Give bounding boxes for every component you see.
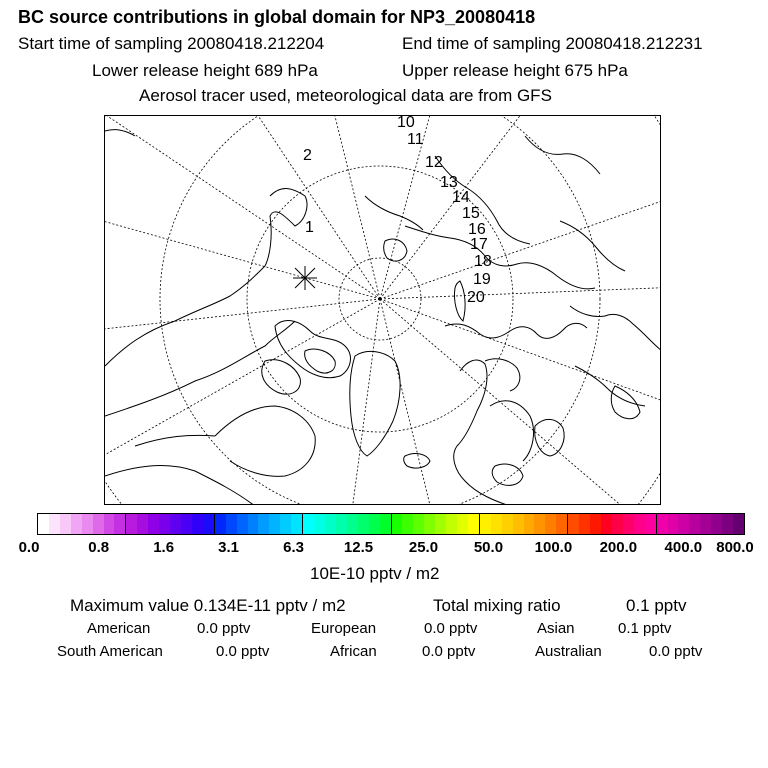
colorbar-swatch <box>446 514 457 534</box>
colorbar-swatch <box>314 514 325 534</box>
colorbar-swatch <box>534 514 545 534</box>
colorbar-swatch <box>280 514 291 534</box>
trajectory-label: 13 <box>440 174 458 191</box>
coast-archipelago-3 <box>262 360 301 394</box>
coast-novaya-zemlya <box>454 281 465 321</box>
trajectory-label: 18 <box>474 253 492 270</box>
coast-caspian <box>535 419 564 456</box>
coast-greenland <box>350 351 400 456</box>
coast-archipelago-2 <box>305 349 336 373</box>
region-value-european: 0.0 pptv <box>424 620 478 637</box>
trajectory-labels <box>303 116 492 306</box>
colorbar-swatch <box>237 514 248 534</box>
colorbar-swatch <box>325 514 336 534</box>
trajectory-label: 12 <box>425 154 443 171</box>
meridian <box>105 299 380 466</box>
plot-title: BC source contributions in global domain for NP3_20080418 <box>18 7 536 27</box>
trajectory-label: 10 <box>397 116 415 131</box>
colorbar-swatch <box>612 514 623 534</box>
coast-taymyr <box>365 196 423 230</box>
colorbar-swatch <box>347 514 358 534</box>
trajectory-label: 15 <box>462 205 480 222</box>
colorbar-swatch <box>722 514 733 534</box>
coast-severnaya <box>384 239 407 261</box>
lower-height-label: Lower release height 689 hPa <box>92 61 318 80</box>
trajectory-label: 1 <box>305 219 314 236</box>
latitude-circle-50 <box>105 116 661 505</box>
colorbar-swatch <box>435 514 446 534</box>
colorbar-swatch <box>733 514 744 534</box>
colorbar-swatch <box>700 514 711 534</box>
trajectory-label: 2 <box>303 147 312 164</box>
latitude-circle-60 <box>160 116 600 505</box>
colorbar-swatch <box>181 514 192 534</box>
region-value-african: 0.0 pptv <box>422 643 476 660</box>
colorbar-swatch <box>524 514 535 534</box>
colorbar-swatch <box>457 514 468 534</box>
colorbar-tick-label: 12.5 <box>343 539 374 556</box>
coast-hudson <box>215 406 315 476</box>
trajectory-label: 19 <box>473 271 491 288</box>
maximum-value: Maximum value 0.134E-11 pptv / m2 <box>70 596 346 615</box>
colorbar-units: 10E-10 pptv / m2 <box>310 564 440 583</box>
coast-kola <box>485 359 520 391</box>
colorbar-swatch <box>645 514 657 534</box>
region-value-asian: 0.1 pptv <box>618 620 672 637</box>
colorbar-swatch <box>303 514 314 534</box>
colorbar-swatch <box>711 514 722 534</box>
region-name-american: American <box>87 620 151 637</box>
region-name-south-american: South American <box>57 643 163 660</box>
colorbar-tick-label: 6.3 <box>283 539 304 556</box>
coast-scandinavia <box>454 360 510 505</box>
colorbar-swatch <box>513 514 524 534</box>
region-name-asian: Asian <box>537 620 575 637</box>
polar-map-canvas <box>105 116 661 505</box>
trajectory-label: 11 <box>407 131 424 148</box>
region-value-american: 0.0 pptv <box>197 620 251 637</box>
meridian <box>350 299 380 505</box>
total-mixing-label: Total mixing ratio <box>433 596 561 615</box>
coast-east-asia <box>570 306 661 351</box>
tracer-note: Aerosol tracer used, meteorological data are from GFS <box>139 86 552 105</box>
colorbar-tick-label: 1.6 <box>153 539 175 556</box>
coast-baltic <box>490 401 534 461</box>
trajectory-label: 14 <box>452 189 470 206</box>
colorbar-swatch <box>137 514 148 534</box>
colorbar-swatch <box>468 514 480 534</box>
total-mixing-value: 0.1 pptv <box>626 596 687 615</box>
coast-canada-south <box>135 435 215 446</box>
colorbar-swatch <box>104 514 115 534</box>
colorbar-swatch <box>114 514 126 534</box>
colorbar-tick-label: 0.8 <box>88 539 110 556</box>
colorbar-swatch <box>82 514 93 534</box>
region-value-australian: 0.0 pptv <box>649 643 703 660</box>
colorbar-swatch <box>601 514 612 534</box>
colorbar-swatch <box>623 514 634 534</box>
colorbar-swatch <box>226 514 237 534</box>
meridian <box>330 116 380 299</box>
colorbar-swatch <box>678 514 689 534</box>
colorbar-swatch <box>336 514 347 534</box>
colorbar-tick-label: 50.0 <box>473 539 504 556</box>
colorbar-swatch <box>93 514 104 534</box>
polar-map <box>104 115 661 505</box>
region-name-australian: Australian <box>535 643 602 660</box>
colorbar-swatch <box>579 514 590 534</box>
coastlines <box>105 130 661 505</box>
region-value-south-american: 0.0 pptv <box>216 643 270 660</box>
colorbar-swatch <box>215 514 226 534</box>
colorbar-tick-label: 200.0 <box>599 539 638 556</box>
colorbar-swatch <box>203 514 215 534</box>
colorbar-swatch <box>689 514 700 534</box>
meridian <box>105 116 380 299</box>
colorbar-swatch <box>380 514 392 534</box>
coast-korea <box>611 386 640 419</box>
colorbar-swatch <box>668 514 679 534</box>
colorbar-swatch <box>291 514 303 534</box>
start-time-label: Start time of sampling 20080418.212204 <box>18 34 325 53</box>
coast-iceland <box>404 454 430 469</box>
colorbar-swatch <box>159 514 170 534</box>
colorbar-swatch <box>634 514 645 534</box>
colorbar-swatch <box>358 514 369 534</box>
colorbar-swatch <box>545 514 556 534</box>
trajectory-label: 16 <box>468 221 486 238</box>
colorbar-swatch <box>480 514 491 534</box>
end-time-label: End time of sampling 20080418.212231 <box>402 34 703 53</box>
colorbar-swatch <box>556 514 568 534</box>
colorbar-tick-label: 100.0 <box>534 539 573 556</box>
region-name-african: African <box>330 643 377 660</box>
meridian <box>380 299 661 416</box>
coast-russia-north <box>445 323 587 338</box>
colorbar-swatch <box>248 514 259 534</box>
colorbar-swatch <box>49 514 60 534</box>
colorbar-swatch <box>491 514 502 534</box>
colorbar-swatch <box>71 514 82 534</box>
coast-okhotsk <box>560 221 625 271</box>
colorbar-swatch <box>590 514 601 534</box>
upper-height-label: Upper release height 675 hPa <box>402 61 628 80</box>
colorbar-swatch <box>60 514 71 534</box>
meridian <box>105 299 380 331</box>
region-name-european: European <box>311 620 377 637</box>
colorbar-swatch <box>369 514 380 534</box>
trajectory-label: 17 <box>470 236 488 253</box>
colorbar-tick-label: 25.0 <box>408 539 439 556</box>
colorbar-swatch <box>568 514 579 534</box>
colorbar-swatch <box>413 514 424 534</box>
release-point-marker <box>293 266 317 290</box>
trajectory-label: 20 <box>467 289 485 306</box>
colorbar-swatch <box>148 514 159 534</box>
meridian <box>245 116 380 299</box>
coast-black-sea <box>492 464 523 485</box>
colorbar-swatch <box>258 514 269 534</box>
colorbar-swatch <box>402 514 413 534</box>
colorbar-swatch <box>392 514 403 534</box>
coast-chukotka <box>525 136 600 174</box>
colorbar-swatch <box>424 514 435 534</box>
colorbar <box>37 513 745 535</box>
coast-siberia <box>405 226 595 289</box>
meridian <box>380 186 661 299</box>
colorbar-tick-label: 3.1 <box>218 539 240 556</box>
meridian <box>380 299 435 505</box>
colorbar-tick-label: 800.0 <box>716 539 754 556</box>
coast-canada-south-2 <box>105 466 255 505</box>
meridian <box>380 116 535 299</box>
colorbar-tick-label: 0.0 <box>18 539 40 556</box>
colorbar-swatch <box>170 514 181 534</box>
colorbar-swatch <box>657 514 668 534</box>
colorbar-swatch <box>38 514 49 534</box>
colorbar-swatch <box>269 514 280 534</box>
colorbar-tick-label: 400.0 <box>664 539 703 556</box>
colorbar-swatch <box>192 514 203 534</box>
colorbar-swatch <box>126 514 137 534</box>
coast-corner <box>105 130 135 136</box>
graticule <box>105 116 661 505</box>
meridian <box>380 286 661 299</box>
colorbar-swatch <box>502 514 513 534</box>
